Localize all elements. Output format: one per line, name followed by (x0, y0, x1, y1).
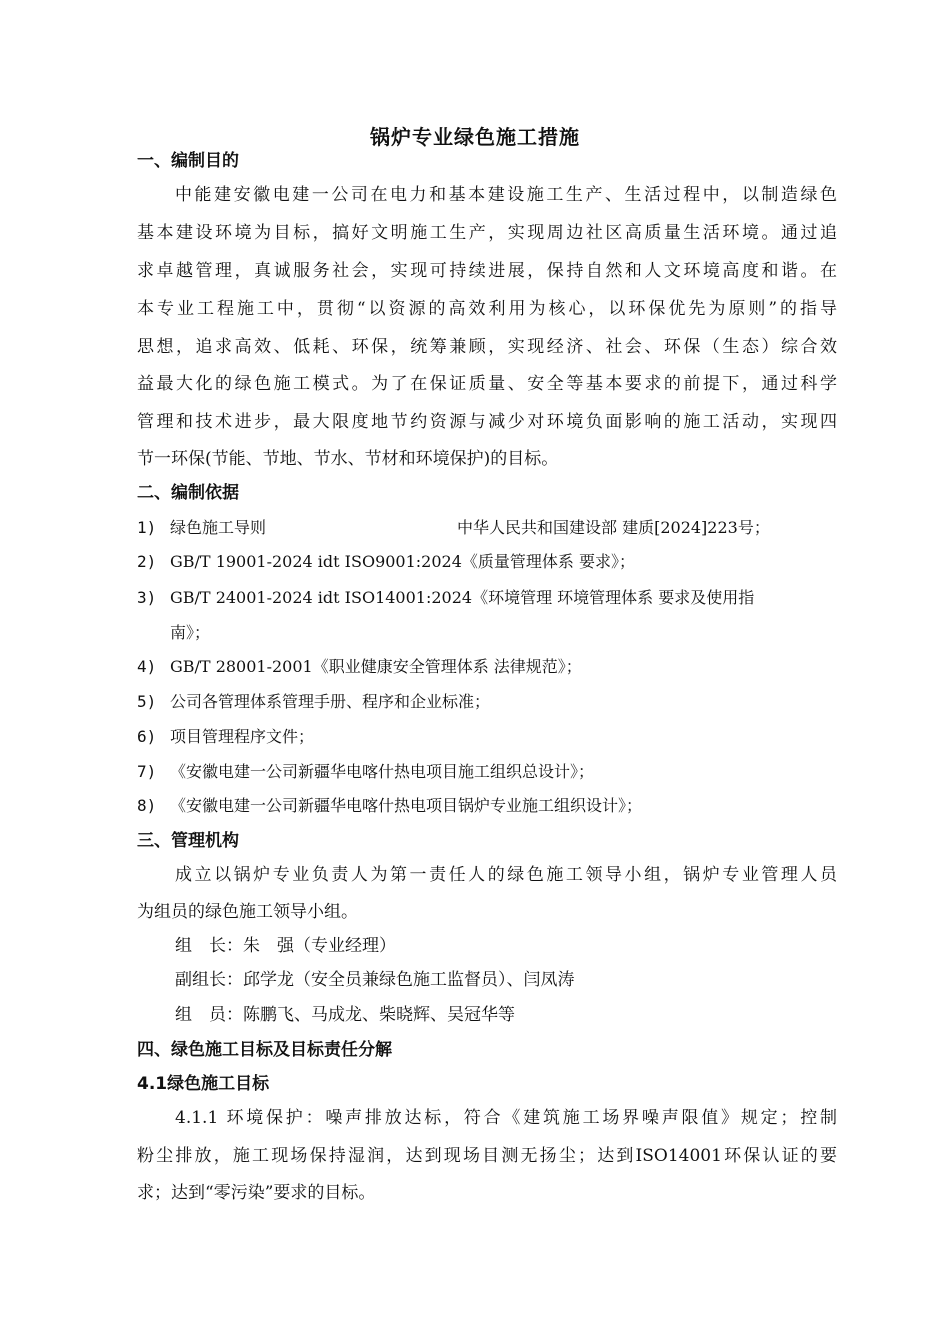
member-line-deputy: 副组长：邱学龙（安全员兼绿色施工监督员）、闫凤涛 (175, 970, 575, 990)
list-item-continuation: 南》； (170, 623, 211, 642)
document-title: 锅炉专业绿色施工措施 (370, 125, 580, 149)
list-item-number: 6) (137, 727, 157, 746)
list-item-text: GB/T 19001-2024 idt ISO9001:2024《质量管理体系 要求》； (170, 552, 635, 571)
section-heading-purpose: 一、编制目的 (137, 151, 239, 171)
paragraph-line: 粉尘排放，施工现场保持湿润，达到现场目测无扬尘；达到ISO14001环保认证的要 (137, 1146, 837, 1166)
paragraph-line: 为组员的绿色施工领导小组。 (137, 902, 358, 922)
paragraph-line: 思想，追求高效、低耗、环保，统筹兼顾，实现经济、社会、环保（生态）综合效 (137, 337, 837, 357)
paragraph-line: 益最大化的绿色施工模式。为了在保证质量、安全等基本要求的前提下，通过科学 (137, 374, 837, 394)
list-item-text: GB/T 28001-2001《职业健康安全管理体系 法律规范》； (170, 657, 582, 676)
section-heading-basis: 二、编制依据 (137, 483, 239, 503)
list-item-text: GB/T 24001-2024 idt ISO14001:2024《环境管理 环境管理体系 要求及使用指 (170, 588, 755, 607)
member-line-leader: 组 长：朱 强（专业经理） (175, 936, 396, 956)
paragraph-line: 成立以锅炉专业负责人为第一责任人的绿色施工领导小组，锅炉专业管理人员 (175, 865, 837, 885)
list-item-text: 《安徽电建一公司新疆华电喀什热电项目施工组织总设计》； (170, 762, 595, 781)
list-item-text: 项目管理程序文件； (170, 727, 315, 746)
list-item-text: 《安徽电建一公司新疆华电喀什热电项目锅炉专业施工组织设计》； (170, 796, 643, 815)
list-item-number: 1) (137, 518, 157, 537)
paragraph-line: 求卓越管理，真诚服务社会，实现可持续进展，保持自然和人文环境高度和谐。在 (137, 261, 837, 281)
paragraph-line: 本专业工程施工中，贯彻“以资源的高效利用为核心，以环保优先为原则”的指导 (137, 299, 837, 319)
list-item-number: 8) (137, 796, 157, 815)
list-item-number: 2) (137, 552, 157, 571)
list-item-text: 公司各管理体系管理手册、程序和企业标准； (170, 692, 491, 711)
section-heading-organization: 三、管理机构 (137, 831, 239, 851)
paragraph-line: 基本建设环境为目标，搞好文明施工生产，实现周边社区高质量生活环境。通过追 (137, 223, 837, 243)
list-item-text: 绿色施工导则 (170, 518, 267, 537)
member-line-members: 组 员：陈鹏飞、马成龙、柴晓辉、吴冠华等 (175, 1005, 515, 1025)
list-item-number: 3) (137, 588, 157, 607)
paragraph-line: 节一环保(节能、节地、节水、节材和环境保护)的目标。 (137, 449, 559, 469)
section-heading-targets: 四、绿色施工目标及目标责任分解 (137, 1040, 392, 1060)
list-item-number: 7) (137, 762, 157, 781)
subsection-heading: 4.1绿色施工目标 (137, 1074, 270, 1094)
list-item-source: 中华人民共和国建设部 建质[2024]223号； (457, 518, 770, 537)
list-item-number: 5) (137, 692, 157, 711)
paragraph-line: 4.1.1 环境保护：噪声排放达标，符合《建筑施工场界噪声限值》规定；控制 (175, 1108, 837, 1128)
list-item-number: 4) (137, 657, 157, 676)
paragraph-line: 中能建安徽电建一公司在电力和基本建设施工生产、生活过程中，以制造绿色 (175, 185, 837, 205)
paragraph-line: 管理和技术进步，最大限度地节约资源与减少对环境负面影响的施工活动，实现四 (137, 412, 837, 432)
paragraph-line: 求；达到“零污染”要求的目标。 (137, 1183, 376, 1203)
